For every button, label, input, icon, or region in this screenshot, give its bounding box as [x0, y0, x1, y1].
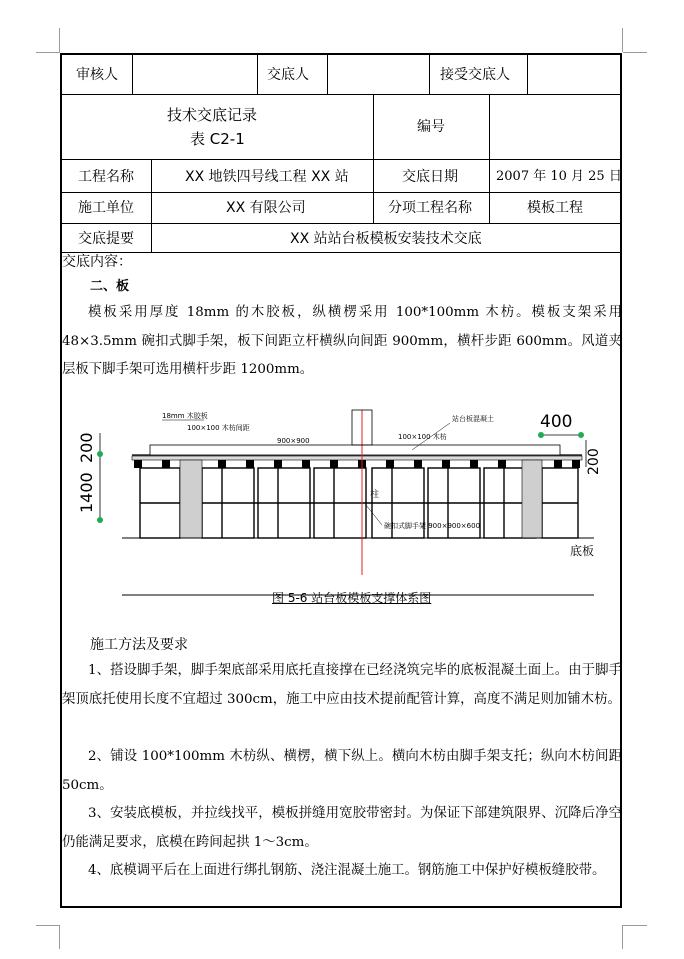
scaffold-frames — [140, 468, 578, 538]
dim-400-marker — [538, 432, 544, 438]
crop-mark-bottom-left-h — [36, 925, 60, 926]
presenter-label: 交底人 — [267, 67, 309, 83]
base-slab-label: 底板 — [570, 544, 595, 558]
col-rule — [151, 159, 152, 252]
col-rule — [489, 159, 490, 223]
date-label: 交底日期 — [402, 169, 458, 185]
code-label: 编号 — [417, 119, 445, 135]
section-heading: 二、板 — [90, 279, 130, 294]
dim-400-label: 400 — [540, 412, 573, 432]
col-rule — [373, 94, 374, 159]
subproject-value[interactable]: 模板工程 — [527, 200, 583, 216]
method-title: 施工方法及要求 — [90, 637, 188, 653]
dim-1400-label: 1400 — [77, 472, 96, 513]
unit-label: 施工单位 — [78, 200, 134, 216]
row-rule — [62, 94, 620, 95]
support-system-figure — [77, 405, 622, 575]
col-rule — [489, 94, 490, 159]
step-4: 4、底模调平后在上面进行绑扎钢筋、浇注混凝土施工。钢筋施工中保护好模板缝胶带。 — [88, 863, 606, 878]
callout-scaffold: 碗扣式脚手架 900×900×600 — [384, 522, 481, 530]
step-3: 3、安装底模板，并拉线找平，模板拼缝用宽胶带密封。为保证下部建筑限界、沉降后净空仍能满足要求，底模在跨间起拱 1～3cm。 — [62, 806, 622, 850]
step-1: 1、搭设脚手架，脚手架底部采用底托直接撑在已经浇筑完毕的底板混凝土面上。由于脚手架顶底托使用长度不宜超过 300cm，施工中应由技术提前配管计算，高度不满足则加铺木枋。 — [62, 663, 622, 707]
board-paragraph: 模板采用厚度 18mm 的木胶板，纵横楞采用 100*100mm 木枋。模板支架采用 48×3.5mm 碗扣式脚手架，板下间距立杆横纵向间距 900mm，横杆步距 600mm。风道夹层板下脚手架可选用横杆步距 1200mm。 — [62, 305, 622, 377]
receiver-label: 接受交底人 — [440, 67, 510, 83]
crop-mark-bottom-left-v — [59, 925, 60, 949]
crop-mark-top-left-h — [36, 52, 60, 53]
row-rule — [62, 192, 620, 193]
dim-400-marker — [578, 432, 584, 438]
figure-caption: 图 5-6 站台板模板支撑体系图 — [272, 591, 432, 605]
unit-value[interactable]: XX 有限公司 — [226, 200, 306, 216]
col-rule — [327, 55, 328, 94]
technical-disclosure-table — [60, 53, 622, 908]
crop-mark-top-right-v — [622, 28, 623, 52]
step-2: 2、铺设 100*100mm 木枋纵、横楞，横下纵上。横向木枋由脚手架支托；纵向木枋间距 50cm。 — [62, 749, 622, 793]
callout-scaffold-leader — [366, 505, 382, 525]
dim-200-right-label: 200 — [586, 448, 602, 475]
formwork-strip — [132, 456, 582, 460]
crop-mark-bottom-right-v — [622, 925, 623, 949]
subproject-label: 分项工程名称 — [388, 200, 472, 216]
project-name-label: 工程名称 — [78, 169, 134, 185]
dim-200-left-label: 200 — [77, 432, 96, 463]
col-rule — [527, 55, 528, 94]
callout-board: 18mm 木胶板 — [162, 412, 208, 420]
form-number: 表 C2-1 — [190, 130, 245, 148]
col-rule — [257, 55, 258, 94]
col-rule — [429, 55, 430, 94]
callout-beam: 100×100 木枋 — [398, 433, 447, 441]
callout-beam-spacing: 100×100 木枋间距 — [187, 424, 250, 432]
project-name-value[interactable]: XX 地铁四号线工程 XX 站 — [185, 169, 349, 185]
row-rule — [62, 159, 620, 160]
col-rule — [373, 159, 374, 223]
crop-mark-top-right-h — [623, 52, 647, 53]
row-rule — [62, 223, 620, 224]
content-heading: 交底内容： — [62, 254, 132, 270]
callout-slab: 站台板混凝土 — [452, 415, 494, 423]
form-title: 技术交底记录 — [167, 106, 258, 124]
dim-left-marker — [97, 517, 103, 523]
col-rule — [132, 55, 133, 94]
dim-left-marker — [97, 451, 103, 457]
platform-slab — [150, 445, 560, 455]
summary-value[interactable]: XX 站站台板模板安装技术交底 — [290, 231, 482, 247]
crop-mark-top-left-v — [59, 28, 60, 52]
summary-label: 交底提要 — [78, 231, 134, 247]
reviewer-label: 审核人 — [76, 67, 118, 83]
crop-mark-bottom-right-h — [623, 925, 647, 926]
row-rule — [62, 252, 620, 253]
column-label: 柱 — [370, 490, 380, 500]
column-hatch — [180, 460, 542, 538]
date-value[interactable]: 2007 年 10 月 25 日 — [496, 169, 622, 184]
callout-beam-grid: 900×900 — [277, 437, 310, 445]
